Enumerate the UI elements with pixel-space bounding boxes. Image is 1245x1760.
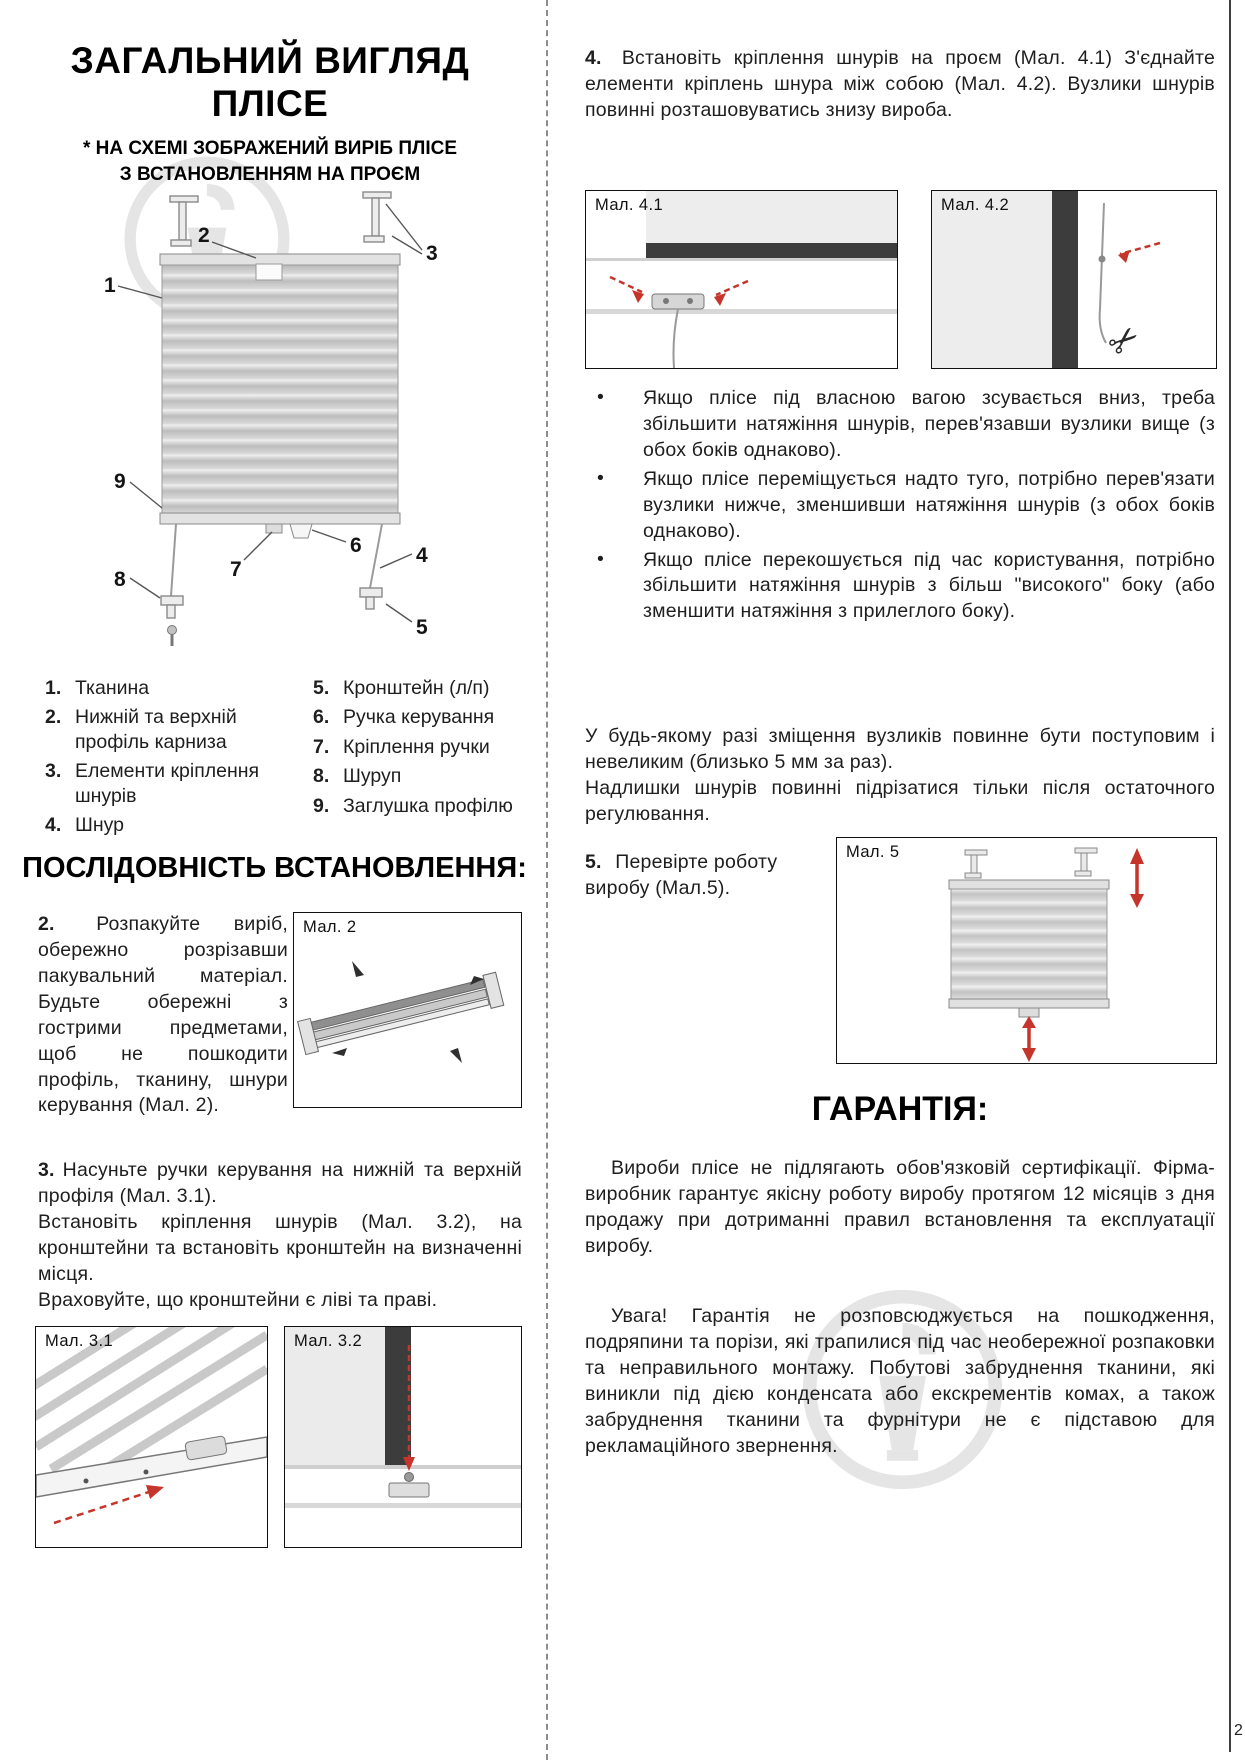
figure-5-label: Мал. 5 — [846, 843, 900, 861]
callout-1: 1 — [104, 274, 116, 297]
top-rail — [160, 254, 400, 265]
bullet-marker: • — [597, 547, 604, 570]
figure-3-1 — [35, 1326, 268, 1548]
legend-label: Кронштейн (л/п) — [343, 677, 490, 699]
step-4-number: 4. — [585, 47, 602, 69]
sequence-heading: ПОСЛІДОВНІСТЬ ВСТАНОВЛЕННЯ: — [22, 852, 527, 884]
step-5-paragraph — [585, 850, 833, 902]
top-handle — [256, 264, 282, 280]
callout-4: 4 — [416, 544, 428, 567]
legend-col1 — [45, 676, 300, 842]
fig5-handle — [1019, 1008, 1039, 1017]
legend-label: Шнур — [75, 813, 125, 836]
legend-item — [313, 735, 528, 759]
figure-4-1-drawing — [586, 191, 897, 368]
fig41-arrowhead-icon — [632, 290, 644, 303]
note-line2: Надлишки шнурів повинні підрізатися тільки після остаточного регулювання. — [585, 776, 1215, 825]
fig41-red-arrow-icon — [610, 277, 748, 295]
step-3-number: 3. — [38, 1159, 55, 1181]
fig5-bottom-rail — [949, 999, 1109, 1008]
fig2-profiles — [298, 972, 504, 1054]
fig42-frame — [1052, 191, 1078, 368]
step-3-text2: Встановіть кріплення шнурів (Мал. 3.2), на кронштейни та встановіть кронштейн на визначенні місця. — [38, 1210, 522, 1285]
bullet-item — [585, 548, 1215, 626]
fig41-frame — [646, 243, 897, 258]
legend-label: Заглушка профілю — [343, 794, 513, 817]
bullet-text: Якщо плісе під власною вагою зсувається вниз, треба збільшити натяжіння шнурів, перев'язавши вузлики вище (з обох боків однаково). — [643, 387, 1215, 461]
figure-3-2-label: Мал. 3.2 — [294, 1332, 363, 1350]
column-divider — [546, 0, 548, 1760]
legend-label: Елементи кріплення шнурів — [75, 760, 260, 807]
page-title — [55, 40, 485, 126]
legend-item — [313, 676, 528, 700]
figure-3-1-label: Мал. 3.1 — [45, 1332, 114, 1350]
figure-2-label: Мал. 2 — [303, 918, 357, 936]
pleated-fabric — [162, 265, 398, 513]
legend-num: 9. — [313, 794, 330, 817]
step-3-text1: Насуньте ручки керування на нижній та верхній профіля (Мал. 3.1). — [38, 1159, 522, 1207]
callout-9: 9 — [114, 470, 126, 493]
page-title-line2: ПЛІСЕ — [211, 82, 329, 124]
fig41-glass — [646, 191, 897, 243]
page-subtitle-line2: З ВСТАНОВЛЕННЯМ НА ПРОЄМ — [119, 163, 421, 185]
scissors-icon: ✂ — [1099, 314, 1149, 366]
legend-item — [45, 705, 300, 754]
legend-num: 8. — [313, 765, 330, 788]
callout-6: 6 — [350, 534, 362, 557]
legend-item — [313, 705, 528, 729]
bottom-rail — [160, 513, 400, 524]
fig5-fabric — [951, 889, 1107, 999]
fig32-sill — [285, 1503, 521, 1508]
legend-num: 4. — [45, 813, 62, 836]
bullet-text: Якщо плісе перекошується під час користування, потрібно збільшити натяжіння шнурів з більш "високого" боку (або зменшити натяжіння з прилеглого боку). — [643, 548, 1215, 623]
bullet-item — [585, 467, 1215, 545]
fig41-cord-fastener — [652, 294, 704, 309]
adjustment-bullets — [585, 386, 1215, 628]
step-5-text: Перевірте роботу виробу (Мал.5). — [585, 851, 778, 899]
legend-col2 — [313, 676, 528, 823]
page-edge-rule — [1229, 0, 1231, 1752]
callout-2: 2 — [198, 224, 210, 247]
figure-4-1-label: Мал. 4.1 — [595, 196, 664, 214]
adjustment-note — [585, 724, 1215, 828]
callout-8: 8 — [114, 568, 126, 591]
step-4-paragraph — [585, 46, 1215, 124]
legend-item — [45, 759, 300, 808]
warranty-paragraph-2: Увага! Гарантія не розповсюджується на пошкодження, подряпини та порізи, які трапилися під час необережної розпаковки та неправильного монтажу. Побутові забруднення тканини, які виникли під дією конденсата або екскрементів комах, а також забруднення тканини та фурнітури не є підставою для рекламаційного звернення. — [585, 1305, 1215, 1457]
warranty-paragraph-1: Вироби плісе не підлягають обов'язковій сертифікації. Фірма-виробник гарантує якісну роботу виробу протягом 12 місяців з дня продажу при дотриманні правил встановлення та експлуатації виробу. — [585, 1157, 1215, 1257]
bottom-brackets-icon — [161, 588, 382, 618]
legend-num: 3. — [45, 760, 62, 783]
legend-label: Шуруп — [343, 765, 402, 788]
screw-icon — [168, 626, 177, 647]
figure-4-2 — [931, 190, 1217, 369]
page-number: 2 — [1234, 1722, 1243, 1739]
legend-label: Нижній та верхній профіль карниза — [75, 706, 237, 753]
step-3-paragraph — [38, 1158, 522, 1314]
bullet-item — [585, 386, 1215, 464]
legend-num: 2. — [45, 706, 62, 729]
figure-3-2 — [284, 1326, 522, 1548]
callout-3: 3 — [426, 242, 438, 265]
fig42-arrowhead-icon — [1118, 250, 1130, 263]
figure-4-1 — [585, 190, 898, 369]
fig5-top-rail — [949, 880, 1109, 889]
step-2-number: 2. — [38, 913, 55, 935]
legend-num: 6. — [313, 706, 330, 729]
bullet-marker: • — [597, 466, 604, 489]
legend-label: Кріплення ручки — [343, 735, 490, 758]
legend-num: 7. — [313, 735, 330, 758]
legend-item — [313, 794, 528, 818]
fig5-top-brackets-icon — [965, 848, 1097, 878]
legend-item — [45, 813, 300, 837]
legend-item — [45, 676, 300, 700]
fig32-screw-icon — [405, 1473, 414, 1482]
control-handle — [290, 524, 312, 538]
fig32-bracket — [389, 1483, 429, 1497]
step-3-text3: Враховуйте, що кронштейни є ліві та праві. — [38, 1288, 438, 1311]
legend-num: 5. — [313, 677, 330, 699]
fig42-knot — [1099, 256, 1106, 263]
fig31-arrowhead-icon — [146, 1485, 164, 1499]
step-5-number: 5. — [585, 851, 602, 873]
step-4-text: Встановіть кріплення шнурів на проєм (Мал. 4.1) З'єднайте елементи кріплень шнура між собою (Мал. 4.2). Вузлики шнурів повинні розташовуватись знизу вироба. — [585, 47, 1215, 121]
figure-5-drawing — [837, 838, 1216, 1063]
bullet-marker: • — [597, 386, 604, 408]
legend-item — [313, 764, 528, 788]
legend-label: Тканина — [75, 677, 150, 699]
bullet-text: Якщо плісе переміщується надто туго, потрібно перев'язати вузлики нижче, зменшивши натяжіння шнурів (з обох боків однаково). — [643, 467, 1215, 542]
figure-2-drawing — [294, 913, 521, 1107]
figure-4-2-label: Мал. 4.2 — [941, 196, 1010, 214]
fig41-sill — [586, 309, 897, 314]
step-2-text: Розпакуйте виріб, обережно розрізавши пакувальний матеріал. Будьте обережні з гострими предметами, щоб не пошкодити профіль, тканину, шнури керування (Мал. 2). — [38, 913, 289, 1117]
figure-3-1-drawing — [36, 1327, 267, 1547]
step-3-line1 — [38, 1158, 522, 1210]
figure-4-2-drawing — [932, 191, 1216, 368]
figure-2 — [293, 912, 522, 1108]
step-2-paragraph — [38, 912, 288, 1119]
legend-num: 1. — [45, 677, 62, 699]
page-subtitle-line1: * НА СХЕМІ ЗОБРАЖЕНИЙ ВИРІБ ПЛІСЕ — [82, 138, 458, 159]
fig41-cord — [674, 309, 679, 368]
page-title-line1: ЗАГАЛЬНИЙ ВИГЛЯД — [70, 40, 470, 81]
fig31-red-arrow-icon — [54, 1491, 152, 1523]
handle-mount — [266, 524, 282, 533]
figure-5 — [836, 837, 1217, 1064]
warranty-heading: ГАРАНТІЯ: — [811, 1090, 989, 1128]
note-line1: У будь-якому разі зміщення вузликів повинне бути поступовим і невеликим (близько 5 мм за раз). — [585, 725, 1215, 773]
legend-label: Ручка керування — [343, 706, 495, 729]
fig32-frame — [385, 1327, 411, 1465]
fig41-arrowhead-icon — [714, 293, 726, 306]
callout-7: 7 — [230, 558, 242, 581]
blind-diagram — [60, 180, 505, 670]
callout-5: 5 — [416, 616, 428, 639]
fig42-glass — [932, 191, 1052, 368]
figure-3-2-drawing — [285, 1327, 521, 1547]
